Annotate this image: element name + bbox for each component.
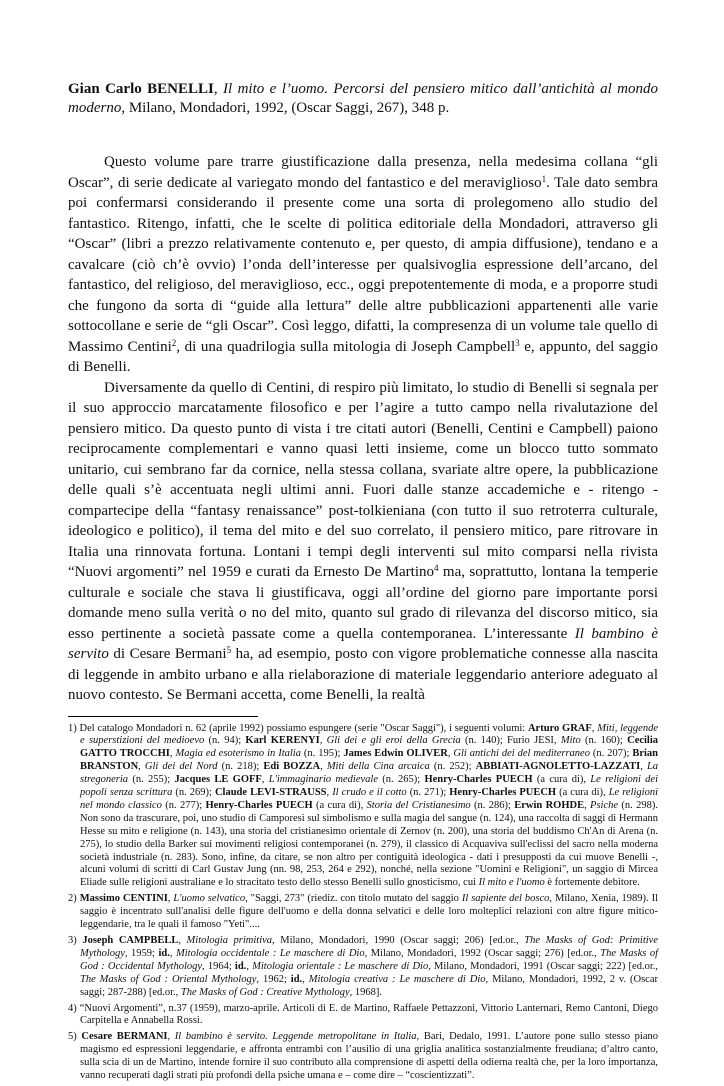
footnote-ref-5[interactable]: 5 [226, 645, 232, 655]
footnote-ref-4[interactable]: 4 [434, 563, 439, 573]
footnote-ref-2[interactable]: 2 [171, 337, 177, 348]
footnote-3: 3) Joseph CAMPBELL, Mitologia primitiva, Milano, Mondadori, 1990 (Oscar saggi; 206) [ed.or., The Masks of God: Primitive Mythology, 1959; id., Mitologia occidentale : Le maschere di Dio, Milano, Mondadori, 1992 (Oscar saggi; 276) [ed.or., The Masks of God : Occidental Mythology, 1964; id., Mitologia orientale : Le maschere di Dio, Milano, Mondadori, 1991 (Oscar saggi; 222) [ed.or., The Masks of God : Oriental Mythology, 1962; id., Mitologia creativa : Le maschere di Dio, Milano, Mondadori, 1992, 2 v. (Oscar saggi; 287-288) [ed.or., The Masks of God : Creative Mythology, 1968]. [68, 935, 659, 998]
book-publication: Milano, Mondadori, 1992, (Oscar Saggi, 267), 348 p. [125, 100, 450, 116]
paragraph-1: Questo volume pare trarre giustificazione dalla presenza, nella medesima collana “gli Oscar”, di serie dedicate al variegato mondo del fantastico e del meraviglioso$^1$. Tale dato sembra poi confermarsi considerando il presente come una sorta di prolegomeno allo studio del fantastico. Ritengo, infatti, che le scelte di politica editoriale della Mondadori, attraverso gli “Oscar” (libri a prezzo relativamente contenuto e, per questo, di ampia diffusione), tendano e a cavalcare (ciò ch’è ovvio) l’onda dell’interesse per qualsivoglia espressione dell’arcano, del fantastico, del religioso, del meraviglioso, ecc., oggi prepotentemente di moda, e a proporre studi che fungono da sorta di “guide alla lettura” delle altre pubblicazioni appartenenti alle varie sottocollane e serie de “gli Oscar”. Così leggo, difatti, la compresenza di un volume tale quello di Massimo Centini$^2$, di una quadrilogia sulla mitologia di Joseph Campbell$^3$ e, appunto, del saggio di Benelli. [68, 154, 658, 375]
footnote-ref-3[interactable]: 3 [515, 337, 520, 348]
footnote-2: 2) Massimo CENTINI, L'uomo selvatico, "Saggi, 273" (riediz. con titolo mutato del saggio Il sapiente del bosco, Milano, Xenia, 1989). Il saggio è incentrato sull'analisi delle figure dell'uomo e della donna selvatici e delle loro molteplici relazioni con altre figure mitico-leggendarie, tra le quali il famoso "Yeti".... [68, 893, 659, 931]
review-body [68, 152, 658, 706]
footnote-5: 5) Cesare BERMANI, Il bambino è servito. Leggende metropolitane in Italia, Bari, Dedalo, 1991. L’autore pone sullo stesso piano magismo ed espressioni leggendarie, e affronta entrambi con l’ausilio di una griglia analitica sostanzialmente freudiana; d’altro canto, sulla scia di un de Martino, intende fornire il suo contributo alla comprensione di aspetti della odierna realtà che, per la loro importanza, vanno recuperati dagli strati più profondi della psiche umana e – come dire – “coscientizzati”. [68, 1031, 658, 1082]
review-heading [68, 80, 658, 118]
document-page [68, 80, 658, 1086]
footnote-divider [68, 716, 258, 717]
book-title: Il mito e l’uomo. Percorsi del pensiero mitico dall’antichità al mondo moderno, [68, 81, 659, 116]
book-author: Gian Carlo BENELLI [68, 81, 214, 97]
footnote-4: 4) “Nuovi Argomenti”, n.37 (1959), marzo-aprile. Articoli di E. de Martino, Raffaele Pettazzoni, Vittorio Lanternari, Remo Cantoni, Diego Carpitella e Annabella Rossi. [68, 1002, 658, 1027]
footnote-1: 1) Del catalogo Mondadori n. 62 (aprile 1992) possiamo espungere (serie "Oscar Saggi"), i seguenti volumi: Arturo GRAF, Miti, leggende e superstizioni del medioevo (n. 94); Karl KERENYI, Gli dei e gli eroi della Grecia (n. 140); Furio JESI, Mito (n. 160); Cecilia GATTO TROCCHI, Magia ed esoterismo in Italia (n. 195); James Edwin OLIVER, Gli antichi dei del mediterraneo (n. 207); Brian BRANSTON, Gli dei del Nord (n. 218); Edi BOZZA, Miti della Cina arcaica (n. 252); ABBIATI-AGNOLETTO-LAZZATI, La stregoneria (n. 255); Jacques LE GOFF, L'immaginario medievale (n. 265); Henry-Charles PUECH (a cura di), Le religioni dei popoli senza scrittura (n. 269); Claude LEVI-STRAUSS, Il crudo e il cotto (n. 271); Henry-Charles PUECH (a cura di), Le religioni nel mondo classico (n. 277); Henry-Charles PUECH (a cura di), Storia del Cristianesimo (n. 286); Erwin ROHDE, Psiche (n. 298). Non sono da trascurare, poi, uno studio di Camporesi sul simbolismo e sulla magia del sangue (n. 124), una raccolta di saggi di Hermann Hesse su mito e religione (n. 143), una storia del cristianesimo orientale di Zernov (n. 200), una storia del buddismo Ch'An di Arena (n. 275), lo studio della Barker sui movimenti religiosi contemporanei (n. 279), il classico di Acquaviva sull'eclissi del sacro nella moderna società industriale (n. 283). Sono, infine, da citare, se non altro per contiguità ideologica - dati i presupposti da cui muove Benelli -, alcuni volumi di scritti di Carl Gustav Jung (nn. 98, 253, 264 e 292), nonché, nella sezione "Uomini e Religioni", un saggio di Mircea Eliade sulle religioni australiane e lo stracitato testo dello stesso Benelli sullo gnosticismo, cui Il mito e l'uomo è fortemente debitore. [68, 722, 659, 889]
heading-separator: , [213, 81, 224, 97]
footnotes [68, 723, 658, 1083]
paragraph-2: Diversamente da quello di Centini, di respiro più limitato, lo studio di Benelli si segnala per il suo approccio marcatamente filosofico e per l’agire a tutto campo nella rivalutazione del pensiero mitico. Da questo punto di vista i tre citati autori (Benelli, Centini e Campbell) paiono reciprocamente complementari e vanno quasi letti insieme, come un blocco tutto sommato unitario, cui sembrano far da cornice, nella stessa collana, svariate altre opere, la pubblicazione delle quali s’è accentuata negli ultimi anni. Fuori dalle stanze accademiche e - ritengo - compartecipe della “fantasy renaissance” post-tolkieniana (con tutto il suo retroterra culturale, ideologico e politico), il tema del mito e del suo correlato, il pensiero mitico, pare ritrovare in Italia una rinnovata fortuna. Lontani i tempi degli interventi sul mito comparsi nella rivista “Nuovi argomenti” nel 1959 e curati da Ernesto De Martino$^4$ ma, soprattutto, lontana la temperie culturale e sociale che stava li giustificava, oggi all’ordine del giorno pare importante porsi domande meno sulla verità o no del mito, quanto sul grado di rilevanza del discorso mitico, sia esso pertinente a società passate come a quella contemporanea. L’interessante Il bambino è servito di Cesare Bermani$^5$ ha, ad esempio, posto con vigore problematiche connesse alla nascita di leggende in ambito urbano e alla rielaborazione di materiale leggendario anteriore adeguato al nuovo contesto. Se Bermani accetta, come Benelli, la realtà [68, 379, 658, 703]
footnote-ref-1[interactable]: 1 [541, 173, 547, 184]
